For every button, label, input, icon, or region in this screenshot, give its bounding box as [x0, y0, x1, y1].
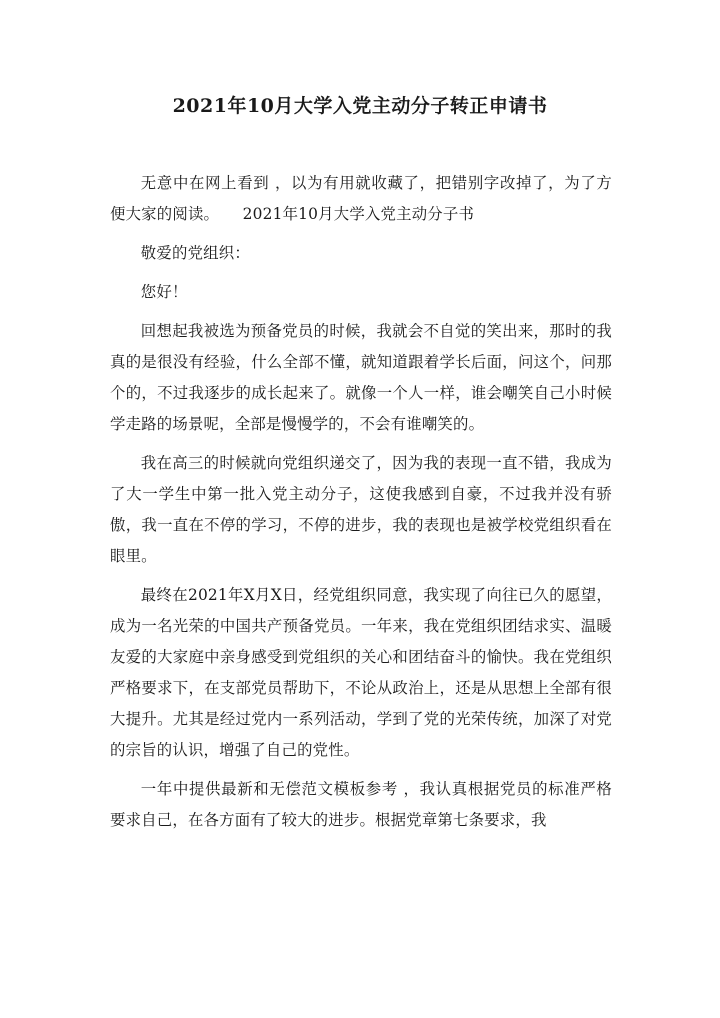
paragraph-progress: 一年中提供最新和无偿范文模板参考 ，我认真根据党员的标准严格要求自己，在各方面有了较大的进步。根据党章第七条要求，我	[110, 780, 612, 829]
paragraph-probation: 最终在2021年X月X日，经党组织同意，我实现了向往已久的愿望，成为一名光荣的中国共产预备党员。一年来，我在党组织团结求实、温暖友爱的大家庭中亲身感受到党组织的关心和团结奋斗的愉快。我在党组织严格要求下，在支部党员帮助下，不论从政治上，还是从思想上全部有很大提升。尤其是经过党内一系列活动，学到了党的光荣传统，加深了对党的宗旨的认识，增强了自己的党性。	[110, 586, 612, 759]
document-body	[110, 168, 612, 844]
paragraph-recollection: 回想起我被选为预备党员的时候，我就会不自觉的笑出来，那时的我真的是很没有经验，什么全部不懂，就知道跟着学长后面，问这个，问那个的，不过我逐步的成长起来了。就像一个人一样，谁会嘲笑自己小时候学走路的场景呢，全部是慢慢学的，不会有谁嘲笑的。	[110, 322, 612, 433]
document-title: 2021年10月大学入党主动分子转正申请书	[172, 95, 548, 117]
paragraph-intro: 无意中在网上看到 ，以为有用就收藏了，把错别字改掉了，为了方便大家的阅读。 2021年10月大学入党主动分子书	[110, 174, 612, 223]
paragraph-salutation: 敬爱的党组织：	[140, 244, 250, 262]
paragraph-application: 我在高三的时候就向党组织递交了，因为我的表现一直不错，我成为了大一学生中第一批入党主动分子，这使我感到自豪，不过我并没有骄傲，我一直在不停的学习，不停的进步，我的表现也是被学校党组织看在眼里。	[110, 454, 612, 565]
paragraph-greeting: 您好！	[140, 283, 188, 301]
